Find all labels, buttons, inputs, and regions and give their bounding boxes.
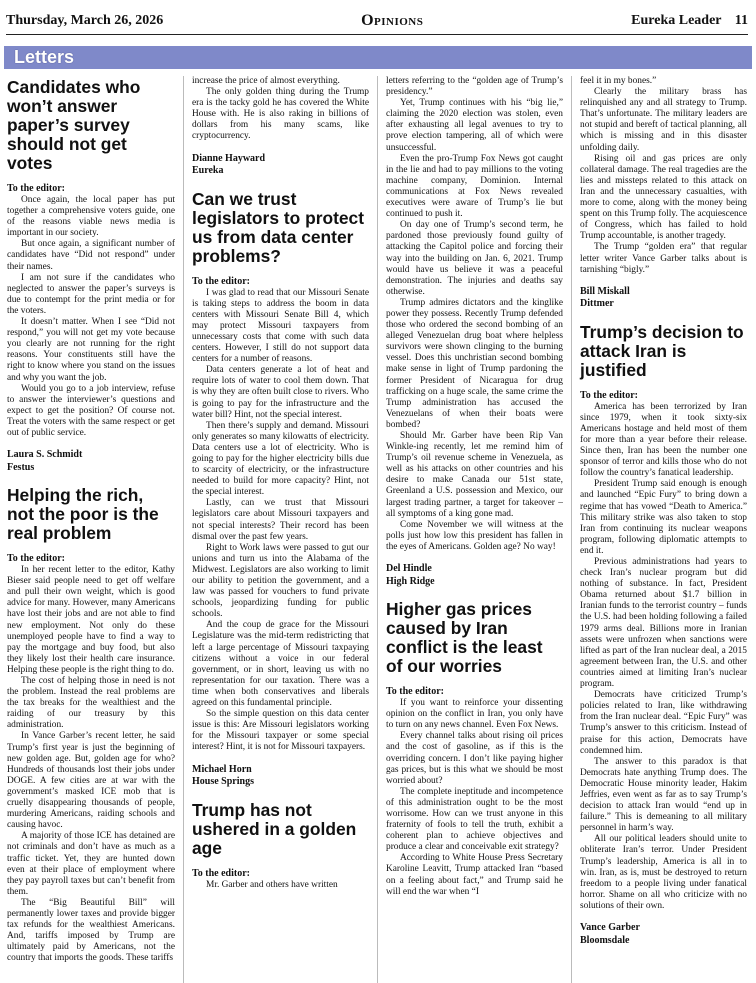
signature bbox=[192, 764, 369, 789]
column-2 bbox=[183, 76, 371, 983]
letter-headline: Helping the rich, not the poor is the real problem bbox=[7, 485, 159, 544]
letter-headline: Candidates who won’t answer paper’s survey should not get votes bbox=[7, 77, 141, 173]
signature bbox=[386, 563, 563, 588]
letter-paragraph: America has been terrorized by Iran since 1979, when it took sixty-six Americans hostage and held most of them for more than a year before their release. Since then, Iran has been the number one sponsor of terror and kills those who do not follow the country’s fanatical leadership. bbox=[580, 401, 747, 479]
author-name: Vance Garber bbox=[580, 922, 640, 933]
letters-banner bbox=[4, 46, 752, 69]
letter-paragraph: President Trump said enough is enough and launched “Epic Fury” to bring down a regime that has vowed “Death to America.” This military strike was also taken to stop Iran from continuing its nuclear weapons program, following diplomatic attempts to end it. bbox=[580, 479, 747, 556]
letter-paragraph: The answer to this paradox is that Democrats hate anything Trump does. The Democratic House minority leader, Hakim Jeffries, even went as far as to say Trump’s decision to attack Iran would “end up in failure.” This is demeaning to all military personnel in harm’s way. bbox=[580, 756, 747, 834]
letter-headline: Higher gas prices caused by Iran conflict is the least of our worries bbox=[386, 599, 543, 677]
letter-paragraph: Then there’s supply and demand. Missouri only generates so many kilowatts of electricity. Data centers use a lot of electricity. Who is going to pay for the higher electricity bills due to scarcity of electricity, or the infrastructure needed to build for more capacity? Hint, not the special interest. bbox=[192, 420, 369, 498]
letter-paragraph: All our political leaders should unite to obliterate Iran’s terror. Under President Trump’s leadership, America is all in to win. Iran, as is, must be destroyed to return freedom to a people living under fanatical horror. Shame on all who criticize with no solutions of their own. bbox=[580, 834, 747, 911]
letter-paragraph: The “Big Beautiful Bill” will permanently lower taxes and provide bigger tax refunds for the wealthiest Americans. And, tariffs imposed by Trump are ultimately paid by Americans, not the country that imports the goods. These tariffs bbox=[7, 897, 175, 964]
letter-paragraph: Rising oil and gas prices are only collateral damage. The real tragedies are the lies and missteps related to this attack on Iran and the unnecessary casualties, with more to come, along with the money being spent on this Trump folly. The acquiescence of Congress, which has failed to hold Trump accountable, is another tragedy. bbox=[580, 153, 747, 242]
letters-banner-label: Letters bbox=[14, 47, 75, 67]
author-name: Bill Miskall bbox=[580, 285, 630, 297]
author-town: Dittmer bbox=[580, 298, 614, 310]
letter-paragraph: Previous administrations had years to check Iran’s nuclear program but did nothing of substance. In fact, President Obama returned about $1.7 billion in Iranian funds to the terrorist country – funds the U.S. had been holding following a failed 1979 arms deal. Billions more in Iranian assets were unfrozen when sanctions were lifted as part of the Iran nuclear deal, a 2015 agreement between Iran, the U.S. and other countries aimed at limiting Iran’s nuclear program. bbox=[580, 557, 747, 690]
letter-paragraph: It doesn’t matter. When I see “Did not respond,” you will not get my vote because you clearly are not running for the right reasons. Your constituents still have the right to know where you stand on the issues and why you want the job. bbox=[7, 317, 175, 383]
letter-paragraph: A majority of those ICE has detained are not criminals and don’t have as much as a traffic ticket. Yet, they are hunted down even at their place of employment where they pay payroll taxes but can’t benefit from them. bbox=[7, 831, 175, 897]
masthead-right bbox=[621, 13, 748, 29]
letter-paragraph: Should Mr. Garber have been Rip Van Winkle-ing recently, let me remind him of Trump’s oil revenue scheme in Venezuela, as well as his attacks on other countries and his desire to make Canada our 51st state, Greenland a U.S. possession and Mexico, our largest trading partner, a target for takeover – all symptoms of a king gone mad. bbox=[386, 431, 563, 519]
letter-paragraph: In her recent letter to the editor, Kathy Bieser said people need to get off welfare and pull their own weight, which is good advice for many. However, many Americans have lost their jobs and are not able to find new employment. Not only do these unemployed people have to find a way to pay the mortgage and buy food, but also they likely lost their health care insurance. Helping these people is the right thing to do. bbox=[7, 565, 175, 675]
salutation: To the editor: bbox=[7, 553, 65, 565]
letter-paragraph: Yet, Trump continues with his “big lie,” claiming the 2020 election was stolen, even after exhausting all legal avenues to try to prove election tampering, all of which were unsuccessful. bbox=[386, 98, 563, 153]
page-number: 11 bbox=[734, 13, 748, 28]
letter-headline: Can we trust legislators to protect us from data center problems? bbox=[192, 188, 365, 266]
author-name: Dianne Hayward bbox=[192, 152, 266, 164]
salutation: To the editor: bbox=[580, 389, 638, 401]
signature bbox=[580, 286, 747, 311]
letter-headline: Trump’s decision to attack Iran is justified bbox=[580, 321, 744, 380]
letter-paragraph: The Trump “golden era” that regular letter writer Vance Garber talks about is tarnishing “bigly.” bbox=[580, 242, 747, 275]
author-town: Eureka bbox=[192, 165, 224, 177]
column-4 bbox=[571, 76, 749, 983]
letter-paragraph: According to White House Press Secretary Karoline Leavitt, Trump attacked Iran “based on a feeling about fact,” and Trump said he will end the war when “I bbox=[386, 853, 563, 897]
letter-paragraph: So the simple question on this data center issue is this: Are Missouri legislators working for the Missouri taxpayer or some special interest? Hint, it is not for Missouri taxpayers. bbox=[192, 709, 369, 753]
letter-paragraph: Democrats have criticized Trump’s policies related to Iran, like withdrawing from the Iran nuclear deal. “Epic Fury” was Trump’s answer to this criticism. Instead of praise for this action, Democrats have condemned him. bbox=[580, 690, 747, 756]
letter-paragraph: Even the pro-Trump Fox News got caught in the lie and had to pay millions to the voting machine company, Dominion. Internal communications at Fox News revealed executives were aware of Trump’s lie but continued to push it. bbox=[386, 153, 563, 220]
masthead bbox=[6, 8, 748, 35]
author-name: Laura S. Schmidt bbox=[7, 449, 83, 461]
letter-paragraph: I was glad to read that our Missouri Senate is taking steps to address the boom in data centers with Missouri Senate Bill 4, which may protect Missouri taxpayers from unnecessary costs that come with such data centers. However, I still do not support data centers for a number of reasons. bbox=[192, 287, 369, 365]
letter-paragraph: Right to Work laws were passed to gut our unions and turn us into the Alabama of the Midwest. Legislators are also working to limit our ability to petition the government, and a law was passed for vouchers to fund private schools, jeopardizing funding for public schools. bbox=[192, 542, 369, 620]
letter-paragraph: letters referring to the “golden age of Trump’s presidency.” bbox=[386, 76, 563, 98]
paper-name: Eureka Leader bbox=[631, 13, 722, 28]
letter-paragraph: Every channel talks about rising oil prices and the cost of gasoline, as if this is the overriding concern. I don’t like paying higher gas prices, but is this what we should be most worried about? bbox=[386, 731, 563, 786]
column-3 bbox=[377, 76, 565, 983]
letter-paragraph: On day one of Trump’s second term, he pardoned those previously found guilty of attacking the Capitol police and forcing their way into the building on Jan. 6, 2021. Trump would have us believe it was a peaceful demonstration. The injuries and deaths say otherwise. bbox=[386, 220, 563, 297]
author-name: Del Hindle bbox=[386, 563, 432, 575]
letter-paragraph: Once again, the local paper has put together a comprehensive voters guide, one of the reasons viable news media is important in our society. bbox=[7, 195, 175, 239]
signature bbox=[7, 449, 175, 474]
letter-paragraph: The only golden thing during the Trump era is the tacky gold he has covered the White House with. He is also raking in billions of dollars from his many scams, like cryptocurrency. bbox=[192, 87, 369, 142]
salutation: To the editor: bbox=[192, 867, 250, 879]
letter-paragraph: Lastly, can we trust that Missouri legislators care about Missouri taxpayers and not special interests? Their record has been dismal over the past few years. bbox=[192, 498, 369, 542]
author-town: High Ridge bbox=[386, 575, 435, 587]
letters-columns bbox=[5, 76, 750, 983]
salutation: To the editor: bbox=[386, 686, 444, 698]
author-name: Michael Horn bbox=[192, 763, 252, 775]
letter-headline: Trump has not ushered in a golden age bbox=[192, 799, 357, 858]
letter-paragraph: Trump admires dictators and the kinglike power they possess. Recently Trump defended those who ordered the second bombing of an alleged Venezuelan drug boat where helpless survivors were shown clinging to the burning vessel. Does this unchristian second bombing make sense in light of Trump pardoning the former President of Nicaragua for drug trafficking on a huge scale, the same crime the Trump administration has accused the Venezuelans of when their boats were bombed? bbox=[386, 297, 563, 430]
letter-paragraph: Data centers generate a lot of heat and require lots of water to cool them down. That is why they are often built close to rivers. Who is going to pay for the infrastructure and the water bill? Hint, not the special interest. bbox=[192, 365, 369, 420]
author-town: House Springs bbox=[192, 776, 254, 787]
letter-paragraph: The cost of helping those in need is not the problem. Instead the real problems are the tax breaks for the wealthiest and the raiding of our treasury by this administration. bbox=[7, 676, 175, 731]
issue-date: Thursday, March 26, 2026 bbox=[6, 13, 164, 28]
letter-paragraph: Clearly the military brass has relinquished any and all strategy to Trump. That’s unfortunate. The military leaders are not stupid and bereft of tactical planning, all which is missing and in this disaster unfolding daily. bbox=[580, 87, 747, 153]
author-town: Festus bbox=[7, 461, 35, 473]
section-title: Opinions bbox=[361, 12, 424, 29]
letter-paragraph: The complete ineptitude and incompetence of this administration ought to be the most worrisome. How can we trust anyone in this fraternity of fools to tell the truth, exhibit a coherent plan to achieve objectives and produce a clear and conceivable exit strategy? bbox=[386, 786, 563, 853]
letter-paragraph: feel it in my bones.” bbox=[580, 76, 657, 86]
letter-paragraph: increase the price of almost everything. bbox=[192, 76, 340, 86]
signature bbox=[192, 153, 369, 178]
letter-paragraph: Would you go to a job interview, refuse to answer the interviewer’s questions and expect to get the position? Of course not. Treat the voters with the same respect or get out of public service. bbox=[7, 383, 175, 438]
salutation: To the editor: bbox=[7, 183, 65, 194]
signature bbox=[580, 922, 747, 947]
column-1 bbox=[5, 76, 177, 983]
letter-paragraph: But once again, a significant number of candidates have “Did not respond” under their names. bbox=[7, 239, 175, 272]
letter-paragraph: Mr. Garber and others have written bbox=[206, 879, 338, 890]
letter-paragraph: In Vance Garber’s recent letter, he said Trump’s first year is just the beginning of new golden age. But, golden age for who? Hundreds of thousands lost their jobs under DOGE. A few cities are at war with the government’s masked ICE mob that is cruelly disappearing thousands of people, murdering Americans, raiding schools and causing havoc. bbox=[7, 731, 175, 831]
letter-paragraph: Come November we will witness at the polls just how low this president has fallen in the eyes of Americans. Golden age? No way! bbox=[386, 519, 563, 552]
salutation: To the editor: bbox=[192, 275, 250, 287]
letter-paragraph: I am not sure if the candidates who neglected to answer the paper’s surveys is due to contempt for the print media or for the voters. bbox=[7, 272, 175, 316]
author-town: Bloomsdale bbox=[580, 934, 630, 946]
letter-paragraph: And the coup de grace for the Missouri Legislature was the mid-term redistricting that left a large percentage of Missouri taxpaying citizens without a voice in our federal government, or in short, leaving us with no representation for our taxation. There was a time when both conservatives and liberals agreed on this fundamental principle. bbox=[192, 620, 369, 709]
letter-paragraph: If you want to reinforce your dissenting opinion on the conflict in Iran, you only have to turn on any news channel. Even Fox News. bbox=[386, 698, 563, 731]
